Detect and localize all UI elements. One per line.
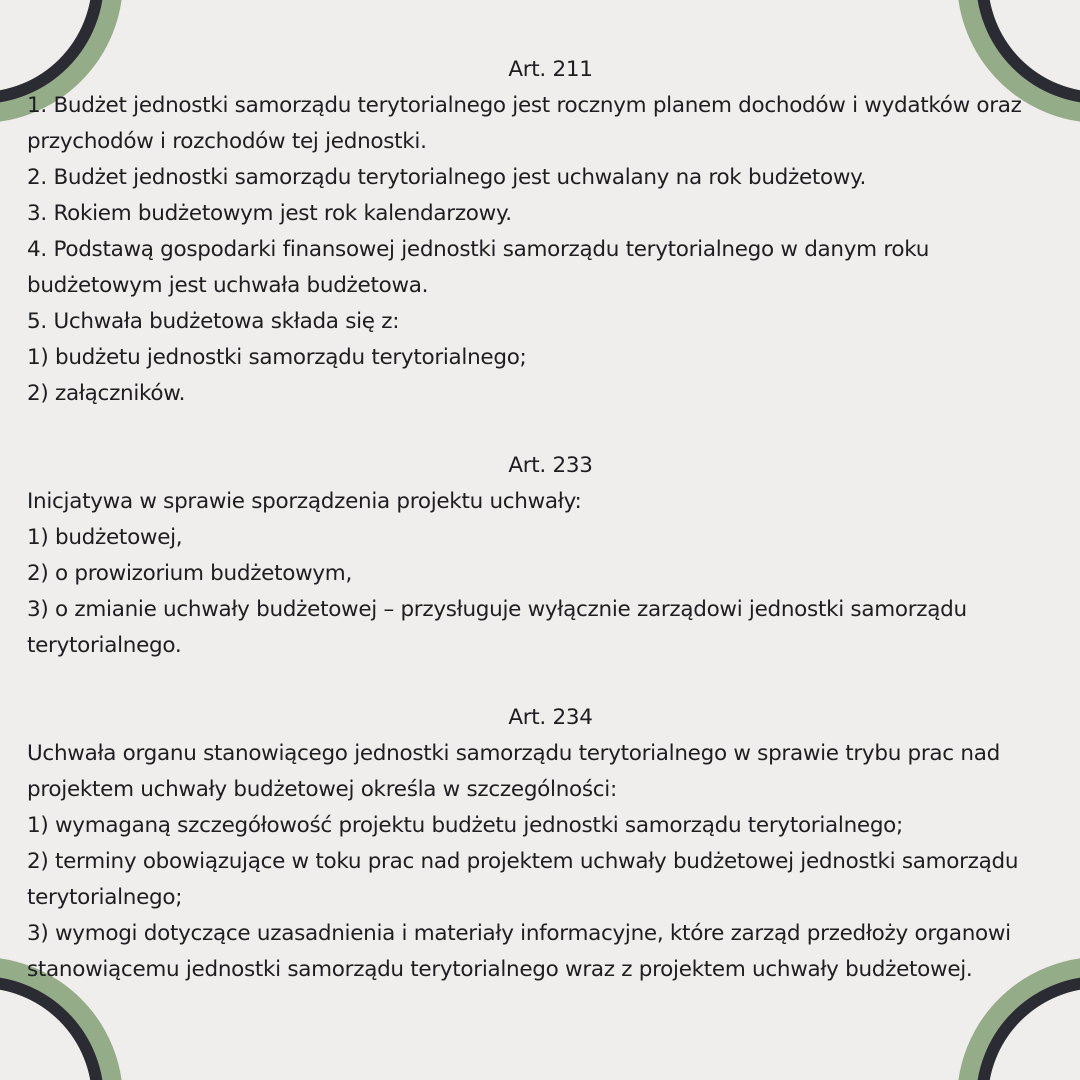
- article-211: [27, 52, 1062, 412]
- article-paragraph: Inicjatywa w sprawie sporządzenia projektu uchwały:: [27, 489, 582, 514]
- article-paragraph: Uchwała organu stanowiącego jednostki samorządu terytorialnego w sprawie trybu prac nad projektem uchwały budżetowej określa w szczególności:: [27, 741, 1000, 802]
- article-list-item: 3) o zmianie uchwały budżetowej – przysługuje wyłącznie zarządowi jednostki samorządu terytorialnego.: [27, 597, 967, 658]
- article-list-item: 2) o prowizorium budżetowym,: [27, 561, 352, 586]
- article-list-item: 1) budżetu jednostki samorządu terytorialnego;: [27, 345, 527, 370]
- article-list-item: 2) załączników.: [27, 381, 186, 406]
- article-list-item: 1) budżetowej,: [27, 525, 183, 550]
- article-title: Art. 234: [508, 705, 593, 730]
- article-233: [27, 448, 1062, 664]
- article-list-item: 1) wymaganą szczegółowość projektu budżetu jednostki samorządu terytorialnego;: [27, 813, 903, 838]
- article-paragraph: 1. Budżet jednostki samorządu terytorialnego jest rocznym planem dochodów i wydatków oraz przychodów i rozchodów tej jednostki.: [27, 93, 1022, 154]
- article-title: Art. 211: [508, 57, 593, 82]
- article-234: [27, 700, 1062, 988]
- article-paragraph: 3. Rokiem budżetowym jest rok kalendarzowy.: [27, 201, 512, 226]
- article-paragraph: 5. Uchwała budżetowa składa się z:: [27, 309, 400, 334]
- legal-text: [27, 52, 1062, 988]
- article-title: Art. 233: [508, 453, 593, 478]
- article-paragraph: 4. Podstawą gospodarki finansowej jednostki samorządu terytorialnego w danym roku budżetowym jest uchwała budżetowa.: [27, 237, 930, 298]
- article-list-item: 3) wymogi dotyczące uzasadnienia i materiały informacyjne, które zarząd przedłoży organowi stanowiącemu jednostki samorządu terytorialnego wraz z projektem uchwały budżetowej.: [27, 921, 1011, 982]
- article-paragraph: 2. Budżet jednostki samorządu terytorialnego jest uchwalany na rok budżetowy.: [27, 165, 867, 190]
- article-list-item: 2) terminy obowiązujące w toku prac nad projektem uchwały budżetowej jednostki samorządu terytorialnego;: [27, 849, 1019, 910]
